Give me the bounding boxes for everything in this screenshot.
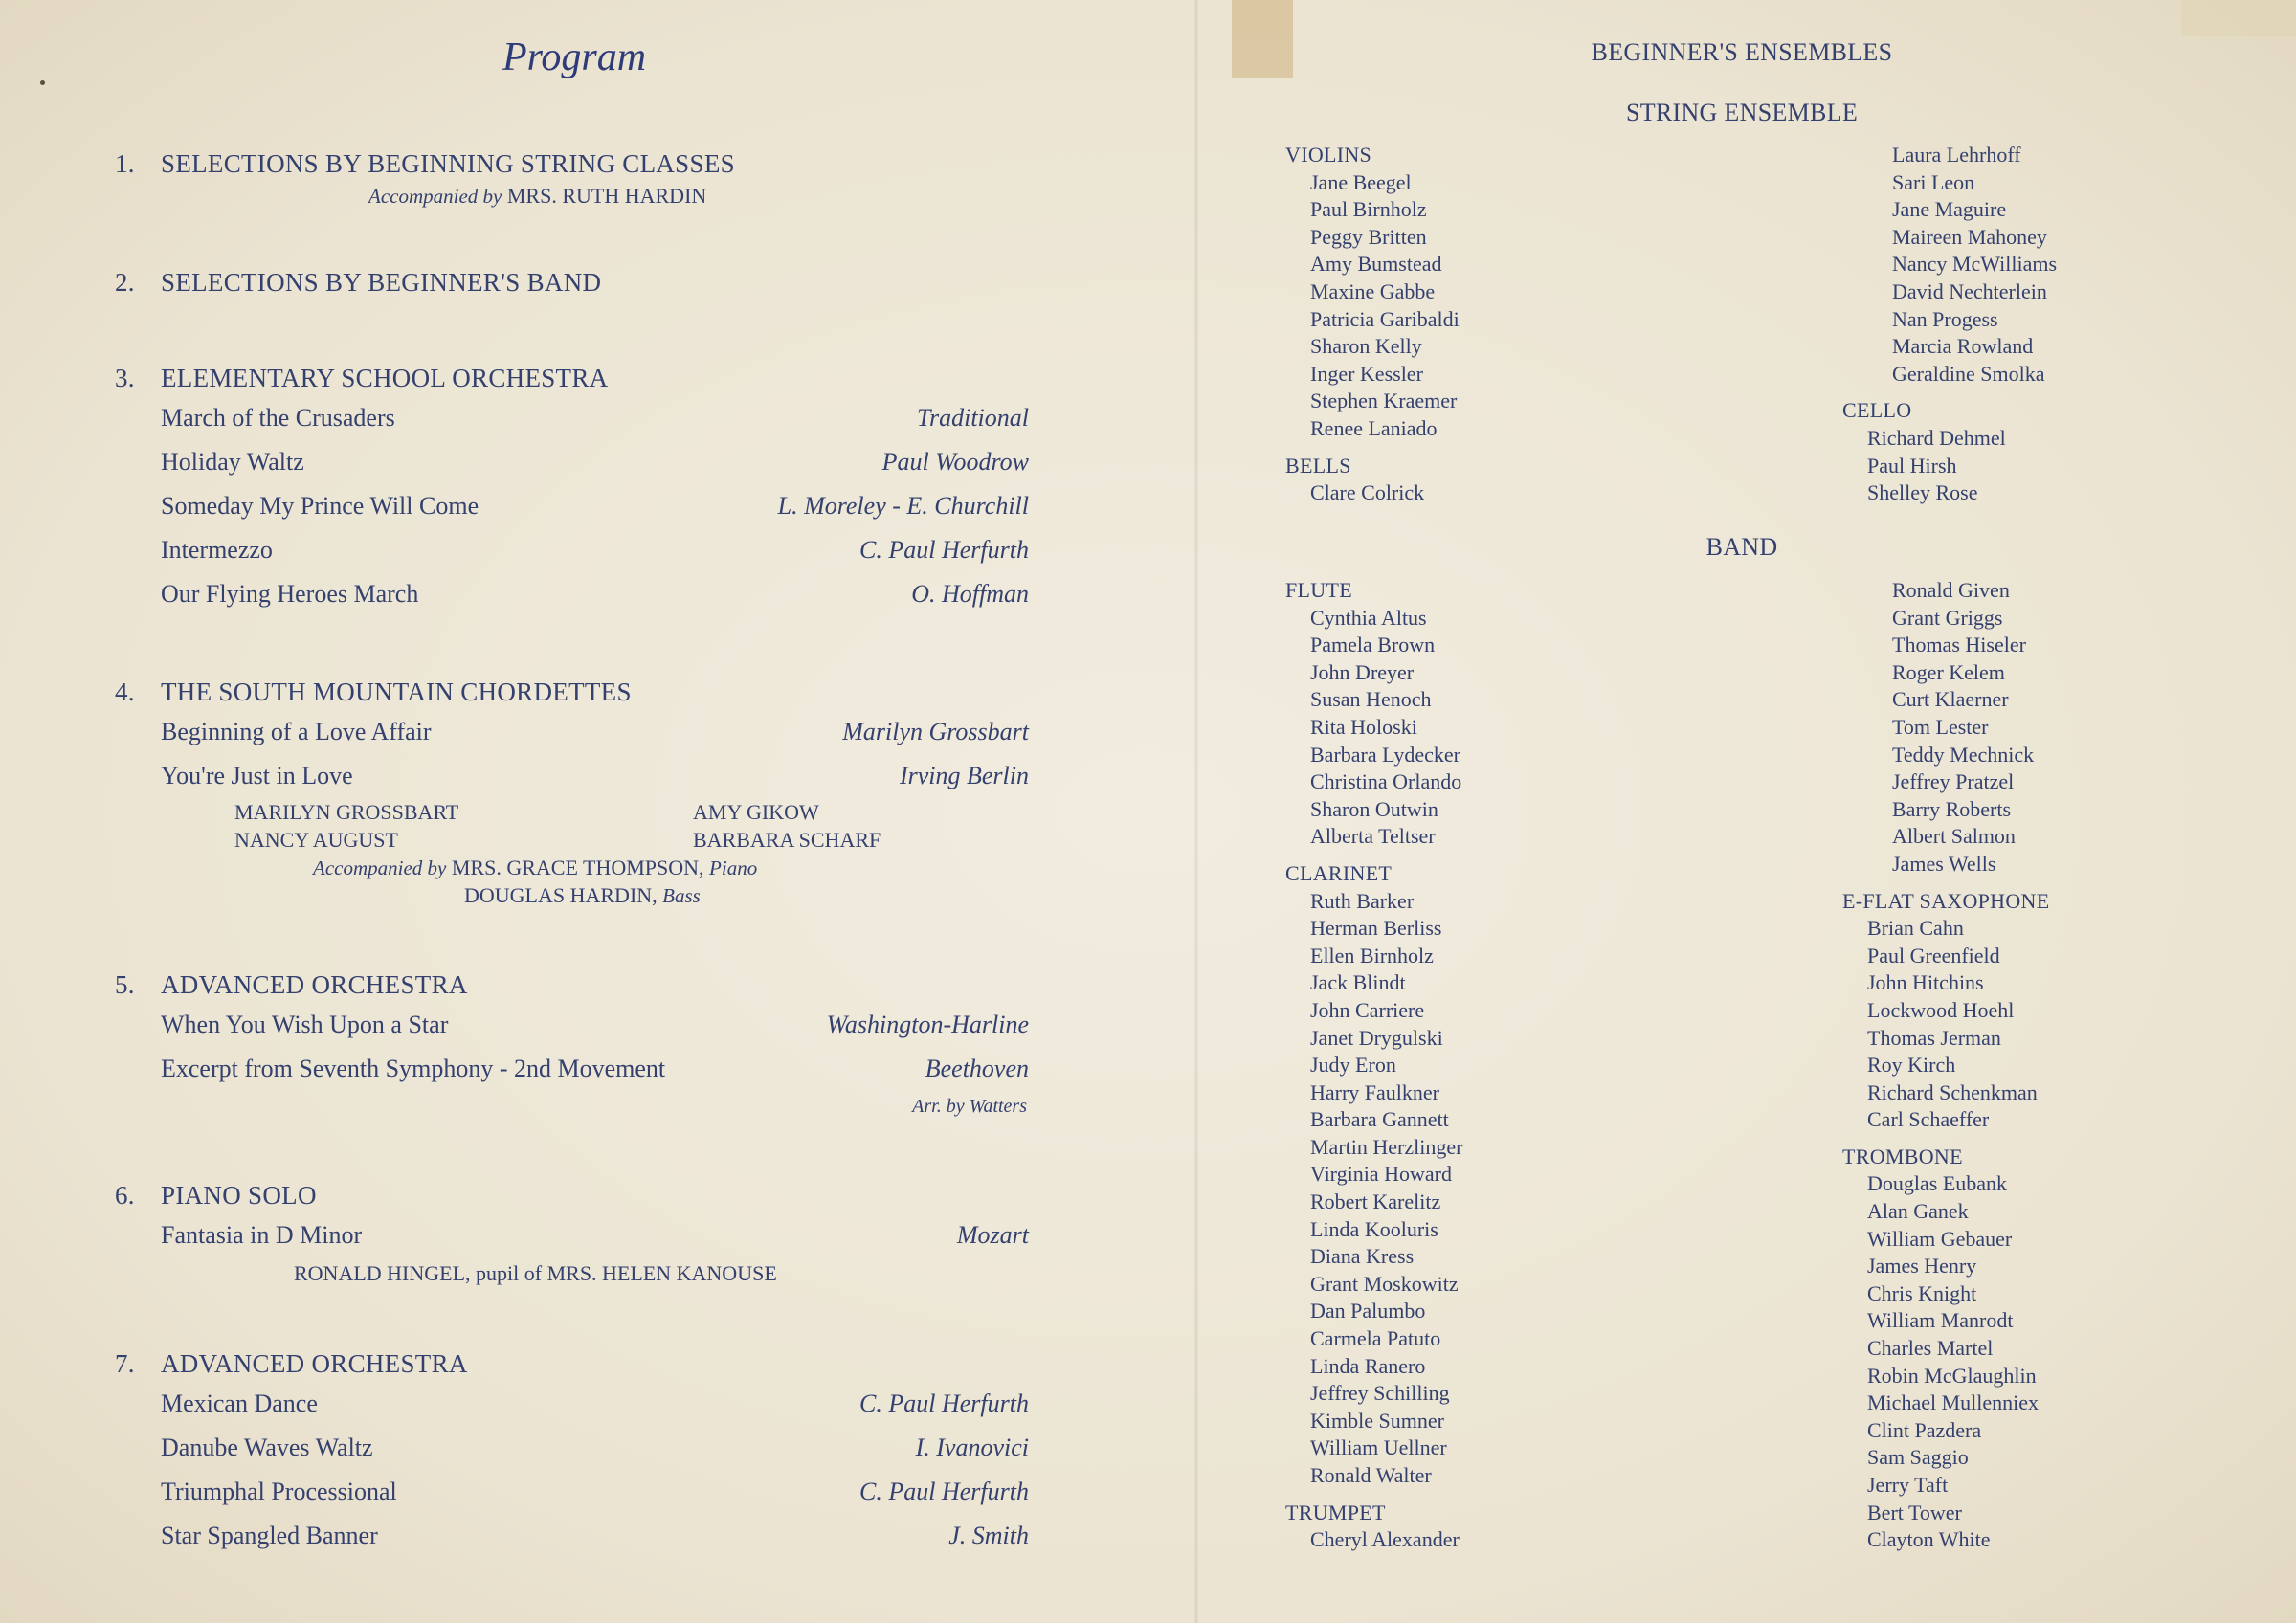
member-name: Grant Moskowitz — [1310, 1271, 1459, 1296]
member-name: Linda Kooluris — [1310, 1216, 1438, 1241]
item-title: ELEMENTARY SCHOOL ORCHESTRA — [161, 364, 609, 392]
member-name: Richard Dehmel — [1867, 425, 2006, 450]
member-name: Sari Leon — [1892, 169, 1975, 194]
band-title: BAND — [1705, 533, 1778, 561]
piece-row — [115, 1522, 1029, 1566]
member-name: Clare Colrick — [1310, 480, 1425, 505]
section-label-flute: FLUTE — [1285, 578, 1352, 602]
item-number: 6. — [115, 1181, 135, 1210]
item-title: PIANO SOLO — [161, 1181, 317, 1210]
bass-line — [464, 883, 701, 908]
section-label-saxophone: E-FLAT SAXOPHONE — [1842, 888, 2050, 913]
member-name: Paul Greenfield — [1867, 943, 2000, 967]
section-label-trombone: TROMBONE — [1842, 1144, 1963, 1168]
member-name: Jack Blindt — [1310, 970, 1406, 995]
section-gap — [1285, 851, 1462, 860]
piece-composer: J. Smith — [948, 1522, 1029, 1549]
member-name: Laura Lehrhoff — [1892, 143, 2021, 167]
program-item-5 — [115, 970, 1029, 1099]
member-name: Linda Ranero — [1310, 1353, 1426, 1378]
member-name: Inger Kessler — [1310, 361, 1423, 386]
member-name: Virginia Howard — [1310, 1162, 1452, 1187]
string-column-right — [1842, 142, 2058, 507]
performer-line: RONALD HINGEL, pupil of MRS. HELEN KANOUSE — [294, 1261, 777, 1285]
member-name: Teddy Mechnick — [1892, 742, 2035, 767]
singer-name: AMY GIKOW — [693, 800, 819, 824]
piece-composer: Traditional — [916, 404, 1029, 432]
piece-row — [115, 404, 1029, 448]
piece-title: Beginning of a Love Affair — [161, 718, 432, 745]
piece-title: You're Just in Love — [161, 762, 353, 789]
program-title: Program — [502, 35, 647, 79]
program-item-2 — [115, 268, 1029, 302]
band-column-left — [1285, 577, 1462, 1554]
member-name: Marcia Rowland — [1892, 334, 2034, 359]
piece-composer: I. Ivanovici — [915, 1434, 1029, 1461]
member-name: Jerry Taft — [1867, 1473, 1949, 1497]
piece-composer: C. Paul Herfurth — [859, 1390, 1029, 1417]
program-item-1 — [115, 149, 1029, 184]
member-name: Chris Knight — [1867, 1280, 1977, 1305]
piece-composer: O. Hoffman — [911, 580, 1029, 608]
piece-composer: L. Moreley - E. Churchill — [777, 492, 1029, 520]
member-name: Pamela Brown — [1310, 633, 1436, 657]
member-name: Grant Griggs — [1892, 605, 2003, 630]
cello-group — [1842, 397, 2057, 506]
member-name: Kimble Sumner — [1310, 1408, 1444, 1433]
piece-title: Our Flying Heroes March — [161, 580, 419, 608]
member-name: Roy Kirch — [1867, 1053, 1956, 1078]
member-name: Amy Bumstead — [1310, 252, 1442, 277]
member-name: Richard Schenkman — [1867, 1079, 2038, 1104]
piece-row — [115, 1221, 1029, 1265]
piece-row — [115, 1478, 1029, 1522]
item-number: 3. — [115, 364, 135, 392]
singer-name: NANCY AUGUST — [234, 828, 398, 852]
piece-title: Holiday Waltz — [161, 448, 304, 476]
saxophone-group — [1842, 888, 2049, 1554]
member-name: Tom Lester — [1892, 714, 1989, 739]
section-gap — [1285, 1490, 1462, 1500]
item-title: SELECTIONS BY BEGINNING STRING CLASSES — [161, 149, 735, 178]
piece-row — [115, 448, 1029, 492]
singer-name: MARILYN GROSSBART — [234, 800, 459, 824]
member-name: Lockwood Hoehl — [1867, 997, 2015, 1022]
member-name: Nancy McWilliams — [1892, 252, 2058, 277]
arranger-credit: Arr. by Watters — [912, 1096, 1027, 1117]
member-name: Rita Holoski — [1310, 714, 1417, 739]
piece-title: Someday My Prince Will Come — [161, 492, 479, 520]
member-name: Jeffrey Pratzel — [1892, 769, 2015, 794]
piece-row — [115, 536, 1029, 580]
piece-row — [115, 718, 1029, 762]
item-title: SELECTIONS BY BEGINNER'S BAND — [161, 268, 602, 297]
piece-title: Mexican Dance — [161, 1390, 318, 1417]
member-name: Brian Cahn — [1867, 916, 1964, 941]
member-name: Susan Henoch — [1310, 687, 1432, 712]
member-name: Carl Schaeffer — [1867, 1107, 1990, 1132]
member-name: Barbara Gannett — [1310, 1107, 1449, 1132]
member-name: Ruth Barker — [1310, 888, 1415, 913]
member-name: Renee Laniado — [1310, 415, 1438, 440]
section-gap — [1867, 878, 2049, 888]
member-name: John Carriere — [1310, 997, 1425, 1022]
member-name: Dan Palumbo — [1310, 1299, 1426, 1323]
member-name: Maxine Gabbe — [1310, 278, 1436, 303]
accompanist-name: MRS. RUTH HARDIN — [506, 184, 707, 208]
section-gap — [1842, 1134, 2049, 1144]
member-name: Sharon Outwin — [1310, 796, 1438, 821]
piece-row — [115, 1055, 1029, 1099]
member-name: Peggy Britten — [1310, 224, 1427, 249]
member-name: Paul Birnholz — [1310, 197, 1427, 222]
program-item-6 — [115, 1181, 1029, 1265]
accompanist-name: MRS. GRACE THOMPSON, — [451, 856, 704, 879]
section-label-clarinet: CLARINET — [1285, 860, 1393, 885]
program-item-7 — [115, 1349, 1029, 1566]
member-name: Barbara Lydecker — [1310, 742, 1460, 767]
member-name: David Nechterlein — [1892, 278, 2047, 303]
piece-row — [115, 580, 1029, 624]
section-gap — [1285, 443, 1460, 453]
member-name: Clint Pazdera — [1867, 1417, 1982, 1442]
member-name: Stephen Kraemer — [1310, 389, 1458, 413]
member-name: Herman Berliss — [1310, 916, 1442, 941]
member-name: Curt Klaerner — [1892, 687, 2009, 712]
accompanist-line — [313, 856, 757, 880]
piece-row — [115, 1434, 1029, 1478]
string-ensemble-title: STRING ENSEMBLE — [1625, 99, 1859, 126]
member-name: Ellen Birnholz — [1310, 943, 1434, 967]
tape-mark — [1232, 0, 1293, 78]
item-number: 4. — [115, 678, 135, 706]
member-name: Ronald Given — [1892, 578, 2010, 602]
piece-title: Danube Waves Waltz — [161, 1434, 373, 1461]
member-name: Judy Eron — [1310, 1053, 1396, 1078]
member-name: Jeffrey Schilling — [1310, 1381, 1450, 1406]
piece-title: Fantasia in D Minor — [161, 1221, 363, 1249]
member-name: Alan Ganek — [1867, 1199, 1969, 1224]
page-fold — [1194, 0, 1198, 1623]
band-column-right — [1842, 577, 2050, 1554]
piece-title: When You Wish Upon a Star — [161, 1011, 449, 1038]
member-name: James Henry — [1867, 1254, 1977, 1278]
member-name: Christina Orlando — [1310, 769, 1462, 794]
member-name: Charles Martel — [1867, 1336, 1994, 1361]
member-name: James Wells — [1892, 851, 1996, 876]
member-name: Cynthia Altus — [1310, 605, 1427, 630]
piece-composer: C. Paul Herfurth — [859, 536, 1029, 564]
member-name: John Hitchins — [1867, 970, 1984, 995]
piece-row — [115, 1011, 1029, 1055]
member-name: Geraldine Smolka — [1892, 361, 2045, 386]
member-name: William Manrodt — [1867, 1308, 2014, 1333]
piece-row — [115, 1390, 1029, 1434]
piece-composer: C. Paul Herfurth — [859, 1478, 1029, 1505]
member-name: Ronald Walter — [1310, 1463, 1432, 1487]
member-name: Janet Drygulski — [1310, 1025, 1443, 1050]
member-name: Jane Maguire — [1892, 197, 2007, 222]
member-name: Douglas Eubank — [1867, 1171, 2008, 1196]
piece-composer: Mozart — [956, 1221, 1029, 1249]
piece-title: Star Spangled Banner — [161, 1522, 378, 1549]
member-name: Martin Herzlinger — [1310, 1134, 1463, 1159]
member-name: Thomas Hiseler — [1892, 633, 2026, 657]
member-name: Sharon Kelly — [1310, 334, 1422, 359]
member-name: Robin McGlaughlin — [1867, 1363, 2037, 1388]
item-number: 1. — [115, 149, 135, 178]
member-name: John Dreyer — [1310, 659, 1415, 684]
accompanied-label: Accompanied by — [368, 185, 502, 208]
item-title: THE SOUTH MOUNTAIN CHORDETTES — [161, 678, 632, 706]
item-title: ADVANCED ORCHESTRA — [161, 1349, 468, 1378]
member-name: Roger Kelem — [1892, 659, 2005, 684]
member-name: Shelley Rose — [1867, 480, 1978, 505]
item-number: 2. — [115, 268, 135, 297]
singer-name: BARBARA SCHARF — [693, 828, 881, 852]
member-name: Albert Salmon — [1892, 824, 2016, 849]
member-name: Maireen Mahoney — [1892, 224, 2047, 249]
member-name: Clayton White — [1867, 1527, 1991, 1552]
accompanied-label: Accompanied by — [313, 856, 447, 879]
piece-title: March of the Crusaders — [161, 404, 395, 432]
member-name: Robert Karelitz — [1310, 1189, 1441, 1214]
member-name: Sam Saggio — [1867, 1445, 1969, 1470]
piece-composer: Irving Berlin — [899, 762, 1029, 789]
member-name: Jane Beegel — [1310, 169, 1412, 194]
member-name: Harry Faulkner — [1310, 1079, 1440, 1104]
member-name: William Uellner — [1310, 1435, 1447, 1460]
member-name: Bert Tower — [1867, 1500, 1962, 1524]
bass-role: Bass — [662, 884, 701, 907]
section-label-trumpet: TRUMPET — [1285, 1500, 1386, 1524]
member-name: Alberta Teltser — [1310, 824, 1436, 849]
piece-composer: Beethoven — [925, 1055, 1029, 1082]
member-name: Patricia Garibaldi — [1310, 306, 1460, 331]
ensembles-title: BEGINNER'S ENSEMBLES — [1591, 38, 1893, 66]
member-name: Barry Roberts — [1892, 796, 2012, 821]
program-item-3 — [115, 364, 1029, 624]
piece-title: Excerpt from Seventh Symphony - 2nd Movement — [161, 1055, 666, 1082]
section-label-cello: CELLO — [1842, 398, 1912, 423]
member-name: Paul Hirsh — [1867, 453, 1957, 478]
speck — [40, 80, 45, 85]
accompanist-line — [368, 184, 706, 209]
piece-title: Intermezzo — [161, 536, 273, 564]
member-name: Diana Kress — [1310, 1244, 1415, 1269]
item-title: ADVANCED ORCHESTRA — [161, 970, 468, 999]
piece-composer: Washington-Harline — [826, 1011, 1029, 1038]
section-label-bells: BELLS — [1285, 453, 1351, 478]
member-name: Nan Progess — [1892, 306, 1998, 331]
member-name: Cheryl Alexander — [1310, 1527, 1460, 1552]
piece-composer: Paul Woodrow — [881, 448, 1029, 476]
bass-name: DOUGLAS HARDIN, — [464, 883, 658, 907]
member-name: Thomas Jerman — [1867, 1025, 2001, 1050]
string-column-left — [1285, 142, 1460, 507]
section-label-violins: VIOLINS — [1285, 143, 1372, 167]
piece-row — [115, 492, 1029, 536]
section-gap — [1867, 388, 2057, 397]
stain-mark — [2181, 0, 2296, 36]
item-number: 7. — [115, 1349, 135, 1378]
piece-title: Triumphal Processional — [161, 1478, 397, 1505]
accompanist-role: Piano — [709, 856, 758, 879]
member-name: Carmela Patuto — [1310, 1326, 1441, 1351]
item-number: 5. — [115, 970, 135, 999]
piece-composer: Marilyn Grossbart — [842, 718, 1029, 745]
program-item-4 — [115, 678, 1029, 806]
member-name: William Gebauer — [1867, 1226, 2013, 1251]
member-name: Michael Mullenniex — [1867, 1390, 2040, 1415]
